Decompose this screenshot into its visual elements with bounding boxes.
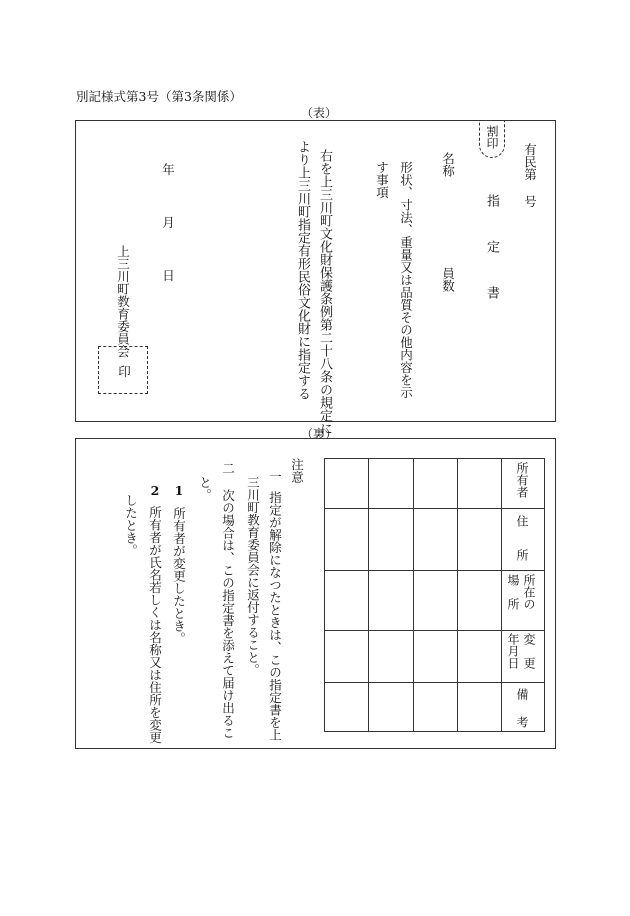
table-label-location-2: 場 所 [506,574,520,610]
back-side-label: （裏） [301,427,338,441]
table-label-remarks: 備 考 [515,688,529,730]
sub1-text: 所有者が変更したとき。 [171,507,187,645]
note2-text-line2: と。 [197,476,213,501]
number-suffix: 号 [522,195,538,208]
issuer-name: 上三川町教育委員会 [115,245,131,358]
shape-dimension-label-line2: す事項 [374,161,390,199]
table-label-change-1: 変 更 [522,633,536,669]
sub1-number: 1 [171,483,187,498]
sub2-text-line2: したとき。 [123,494,139,557]
shape-dimension-label-line1: 形状、寸法、重量又は品質その他内容を示 [398,161,414,399]
certification-statement-line2: より上三川町指定有形民俗文化財に指定する [295,140,310,400]
note1-text-line1: 指定が解除になつたときは、この指定書を上 [267,491,283,741]
table-label-address-1: 住 [515,515,529,527]
note1-number: 一 [267,470,283,483]
count-label: 員数 [440,267,456,292]
sub2-text-line1: 所有者が氏名若しくは名称又は住所を変更 [147,506,163,744]
table-label-location-1: 所在の [522,574,536,610]
front-certificate-box [75,120,556,435]
name-label: 名称 [440,152,456,177]
note1-text-line2: 三川町教育委員会に返付すること。 [245,476,261,676]
table-label-change-2: 年月日 [506,633,520,669]
table-label-address-2: 所 [515,549,529,561]
table-label-owner: 所有者 [515,462,529,498]
notes-heading: 注意 [289,458,305,483]
number-prefix: 有民第 [522,143,538,181]
note2-number: 二 [220,462,236,475]
certification-statement-line1: 右を上三川町文化財保護条例第二十八条の規定に [317,149,332,435]
issue-date: 年 月 日 [160,163,176,296]
form-header: 別記様式第3号（第3条関係） [76,89,242,104]
sub2-number: 2 [147,483,163,498]
official-seal-label: 印 [116,365,132,378]
document-title: 指 定 書 [484,194,499,309]
split-seal-label: 割印 [485,125,499,149]
front-side-label: （表） [301,106,338,120]
note2-text-line1: 次の場合は、この指定書を添えて届け出るこ [220,489,236,739]
